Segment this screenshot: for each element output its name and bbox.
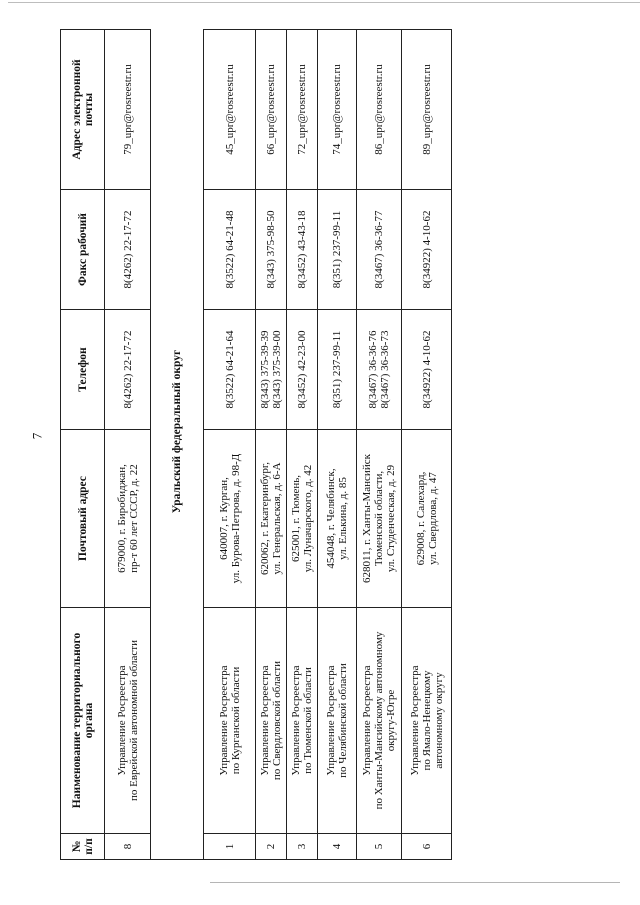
row-fax: 8(351) 237-99-11 [318, 190, 357, 310]
row-fax: 8(34922) 4-10-62 [402, 190, 452, 310]
row-email: 74_upr@rosreestr.ru [318, 30, 357, 190]
row-num: 5 [357, 834, 402, 860]
table-row [402, 30, 452, 860]
row-phone: 8(34922) 4-10-62 [402, 310, 452, 430]
row-phone: 8(3522) 64-21-64 [204, 310, 256, 430]
region-spacer [151, 834, 204, 860]
territorial-bodies-table [60, 29, 452, 860]
table-row [256, 30, 287, 860]
page-number: 7 [29, 432, 45, 440]
table-row [204, 30, 256, 860]
row-phone: 8(351) 237-99-11 [318, 310, 357, 430]
row-phone: 8(3452) 42-23-00 [287, 310, 318, 430]
row-name: Управление Росреестра по Тюменской области [287, 608, 318, 834]
row-num: 1 [204, 834, 256, 860]
table-row [318, 30, 357, 860]
row-fax: 8(3522) 64-21-48 [204, 190, 256, 310]
row-email: 79_upr@rosreestr.ru [105, 30, 151, 190]
row-email: 66_upr@rosreestr.ru [256, 30, 287, 190]
row-name: Управление Росреестра по Еврейской автономной области [105, 608, 151, 834]
header-email: Адрес электронной почты [61, 30, 105, 190]
row-name: Управление Росреестра по Курганской области [204, 608, 256, 834]
table-row [357, 30, 402, 860]
row-fax: 8(3452) 43-43-18 [287, 190, 318, 310]
header-address: Почтовый адрес [61, 430, 105, 608]
row-name: Управление Росреестра по Свердловской области [256, 608, 287, 834]
row-fax: 8(4262) 22-17-72 [105, 190, 151, 310]
table-row [105, 30, 151, 860]
scan-edge-bottom [210, 882, 620, 883]
row-address: 640007, г. Курган, ул. Бурова-Петрова, д. 98-Д [204, 430, 256, 608]
row-address: 628011, г. Ханты-Мансийск Тюменской области, ул. Студенческая, д. 29 [357, 430, 402, 608]
header-fax: Факс рабочий [61, 190, 105, 310]
row-name: Управление Росреестра по Ханты-Мансийскому автономному округу-Югре [357, 608, 402, 834]
rotated-page [60, 30, 445, 860]
row-num: 4 [318, 834, 357, 860]
row-name: Управление Росреестра по Ямало-Ненецкому автономному округу [402, 608, 452, 834]
row-address: 629008, г. Салехард, ул. Свердлова, д. 47 [402, 430, 452, 608]
row-phone: 8(343) 375-39-39 8(343) 375-39-00 [256, 310, 287, 430]
row-name: Управление Росреестра по Челябинской области [318, 608, 357, 834]
header-num: № п/п [61, 834, 105, 860]
row-address: 454048, г. Челябинск, ул. Елькина, д. 85 [318, 430, 357, 608]
row-phone: 8(4262) 22-17-72 [105, 310, 151, 430]
row-num: 3 [287, 834, 318, 860]
row-address: 620062, г. Екатеринбург, ул. Генеральская, д. 6-А [256, 430, 287, 608]
header-phone: Телефон [61, 310, 105, 430]
row-num: 8 [105, 834, 151, 860]
row-phone: 8(3467) 36-36-76 8(3467) 36-36-73 [357, 310, 402, 430]
region-row [151, 30, 204, 860]
row-fax: 8(3467) 36-36-77 [357, 190, 402, 310]
row-address: 625001, г. Тюмень, ул. Луначарского, д. 42 [287, 430, 318, 608]
header-name: Наименование территориального органа [61, 608, 105, 834]
table-header-row [61, 30, 105, 860]
row-email: 45_upr@rosreestr.ru [204, 30, 256, 190]
row-num: 6 [402, 834, 452, 860]
table-row [287, 30, 318, 860]
row-num: 2 [256, 834, 287, 860]
region-title: Уральский федеральный округ [151, 30, 204, 834]
row-fax: 8(343) 375-98-50 [256, 190, 287, 310]
row-address: 679000, г. Биробиджан, пр-т 60 лет СССР, д. 22 [105, 430, 151, 608]
row-email: 89_upr@rosreestr.ru [402, 30, 452, 190]
row-email: 72_upr@rosreestr.ru [287, 30, 318, 190]
row-email: 86_upr@rosreestr.ru [357, 30, 402, 190]
scan-edge-top [8, 2, 640, 3]
